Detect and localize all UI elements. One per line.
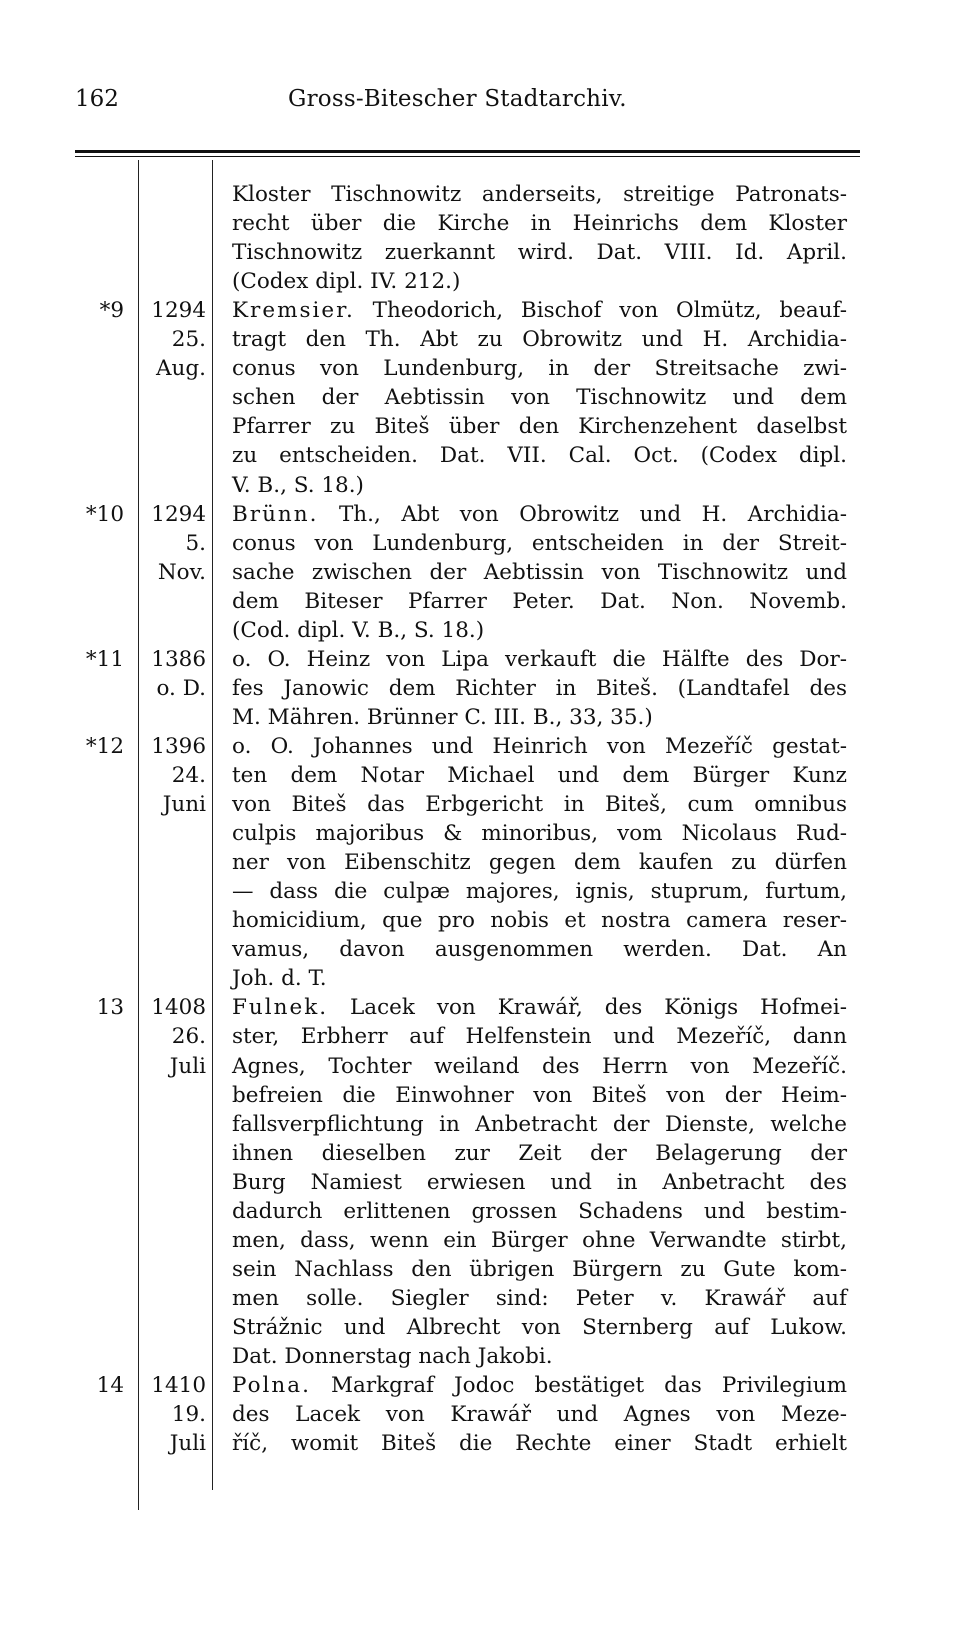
text-line: [0, 1168, 960, 1198]
entry-text-body: Burg Namiest erwiesen und in Anbetracht des: [232, 1169, 847, 1195]
entry-text-body: ihnen dieselben zur Zeit der Belagerung der: [232, 1140, 847, 1166]
text-line: [0, 1022, 960, 1052]
entry-text-body: V. B., S. 18.): [232, 472, 364, 498]
entry-text-body: Pfarrer zu Biteš über den Kirchenzehent daselbst: [232, 414, 847, 440]
text-line: [0, 1400, 960, 1430]
text-line: [0, 935, 960, 965]
entry-text: [232, 645, 847, 675]
entry-text-body: (Cod. dipl. V. B., S. 18.): [232, 617, 485, 643]
entry-text-body: fallsverpflichtung in Anbetracht der Dienste, welche: [232, 1111, 847, 1137]
text-line: [0, 209, 960, 239]
entry-text-body: conus von Lundenburg, in der Streitsache zwi-: [232, 356, 847, 382]
entry-number: *9: [99, 298, 124, 324]
text-line: [0, 848, 960, 878]
text-line: [0, 267, 960, 297]
entry-text: [232, 383, 847, 413]
text-line: [0, 645, 960, 675]
text-line: [0, 325, 960, 355]
text-line: [0, 790, 960, 820]
entry-text: [232, 354, 847, 384]
entry-text: [232, 1284, 847, 1314]
entry-text-body: sache zwischen der Aebtissin von Tischnowitz und: [232, 559, 847, 585]
text-line: [0, 180, 960, 210]
entry-date: 25.: [171, 327, 206, 353]
entry-text-body: ner von Eibenschitz gegen dem kaufen zu dürfen: [232, 850, 847, 876]
entry-text: [232, 1371, 847, 1401]
entry-text: [232, 471, 847, 501]
entry-text: [232, 703, 847, 733]
entry-text: [232, 877, 847, 907]
place-name: Fulnek.: [232, 995, 329, 1021]
entry-text-body: conus von Lundenburg, entscheiden in der Streit-: [232, 530, 847, 556]
place-name: Kremsier.: [232, 298, 355, 324]
entry-text-body: Dat. Donnerstag nach Jakobi.: [232, 1344, 553, 1369]
header-rule: [75, 150, 860, 153]
entry-text-body: men solle. Siegler sind: Peter v. Krawář auf: [232, 1285, 847, 1311]
text-line: [0, 441, 960, 471]
entry-text-body: ster, Erbherr auf Helfenstein und Mezeříč, dann: [232, 1024, 847, 1050]
entry-text-body: dem Biteser Pfarrer Peter. Dat. Non. Novemb.: [232, 588, 847, 614]
entry-text: [232, 819, 847, 849]
entry-text: [232, 993, 847, 1023]
entry-text-body: říč, womit Biteš die Rechte einer Stadt erhielt: [232, 1431, 847, 1457]
text-line: [0, 471, 960, 501]
text-line: [0, 1197, 960, 1227]
entry-text-body: ten dem Notar Michael und dem Bürger Kunz: [232, 763, 847, 788]
entry-text: [232, 1400, 847, 1430]
entry-text: [232, 732, 847, 762]
entry-text-body: schen der Aebtissin von Tischnowitz und dem: [232, 385, 847, 411]
header-rule-thin: [75, 156, 860, 157]
entry-text-body: (Codex dipl. IV. 212.): [232, 269, 461, 295]
entry-text-body: fes Janowic dem Richter in Biteš. (Landtafel des: [232, 675, 847, 701]
entry-text: [232, 616, 847, 646]
entry-text: [232, 558, 847, 588]
entry-date: 1408: [151, 995, 206, 1021]
text-line: [0, 674, 960, 704]
entry-text-body: von Biteš das Erbgericht in Biteš, cum omnibus: [232, 792, 847, 818]
entry-text: [232, 267, 847, 297]
entry-text: [232, 587, 847, 617]
entry-text: [232, 1226, 847, 1256]
place-name: Polna.: [232, 1373, 311, 1399]
entry-text: [232, 412, 847, 442]
entry-date: 1410: [151, 1373, 206, 1399]
entry-text-body: des Lacek von Krawář und Agnes von Meze-: [232, 1402, 847, 1428]
entry-text-body: men, dass, wenn ein Bürger ohne Verwandte stirbt,: [232, 1227, 847, 1253]
text-line: [0, 703, 960, 733]
text-line: [0, 529, 960, 559]
text-line: [0, 1081, 960, 1111]
entry-date: 24.: [171, 763, 206, 788]
entry-number: *10: [85, 501, 124, 527]
entry-text: [232, 848, 847, 878]
text-line: [0, 587, 960, 617]
entry-text: [232, 1022, 847, 1052]
entry-date: o. D.: [156, 675, 206, 701]
text-line: [0, 296, 960, 326]
entry-text: [232, 1429, 847, 1459]
entry-date: 5.: [185, 530, 206, 556]
entry-text-body: Strážnic und Albrecht von Sternberg auf Lukow.: [232, 1314, 847, 1340]
entry-text-body: befreien die Einwohner von Biteš von der Heim-: [232, 1082, 847, 1108]
entry-text: [232, 935, 847, 965]
entry-text: [232, 906, 847, 936]
entry-text-body: recht über die Kirche in Heinrichs dem Kloster: [232, 211, 847, 237]
text-line: [0, 964, 960, 994]
text-line: [0, 819, 960, 849]
entry-date: 1294: [151, 298, 206, 324]
text-line: [0, 877, 960, 907]
entry-text-body: M. Mähren. Brünner C. III. B., 33, 35.): [232, 704, 653, 730]
entry-text-body: Tischnowitz zuerkannt wird. Dat. VIII. Id. April.: [232, 240, 847, 266]
text-line: [0, 616, 960, 646]
entry-number: 14: [96, 1373, 124, 1399]
entry-text-body: Lacek von Krawář, des Königs Hofmei-: [328, 995, 847, 1021]
entry-text: [232, 1313, 847, 1343]
entry-text: [232, 296, 847, 326]
entry-date: 1396: [151, 733, 206, 759]
entry-number: *11: [85, 646, 124, 672]
entry-text: [232, 1197, 847, 1227]
text-line: [0, 1342, 960, 1372]
entry-text-body: Agnes, Tochter weiland des Herrn von Mezeříč.: [232, 1053, 847, 1079]
entry-text-body: o. O. Johannes und Heinrich von Mezeříč gestat-: [232, 733, 847, 759]
entry-text-body: o. O. Heinz von Lipa verkauft die Hälfte des Dor-: [232, 646, 847, 672]
entry-text: [232, 1139, 847, 1169]
entry-text: [232, 180, 847, 210]
entry-date: Juni: [162, 792, 206, 818]
text-line: [0, 1313, 960, 1343]
entry-text-body: Th., Abt von Obrowitz und H. Archidia-: [318, 501, 847, 527]
text-line: [0, 1052, 960, 1082]
entry-date: 1294: [151, 501, 206, 527]
text-line: [0, 238, 960, 268]
entry-text: [232, 1110, 847, 1140]
entry-text: [232, 761, 847, 791]
entry-text-body: zu entscheiden. Dat. VII. Cal. Oct. (Codex dipl.: [232, 443, 847, 469]
entry-text: [232, 1255, 847, 1285]
entry-text: [232, 325, 847, 355]
entry-text-body: Kloster Tischnowitz anderseits, streitige Patronats-: [232, 182, 847, 207]
text-line: [0, 993, 960, 1023]
entry-text: [232, 238, 847, 268]
entry-date: Nov.: [157, 559, 206, 585]
entry-text: [232, 1052, 847, 1082]
text-line: [0, 1255, 960, 1285]
entry-number: *12: [85, 733, 124, 759]
page-header: [75, 86, 855, 120]
entry-text-body: Theodorich, Bischof von Olmütz, beauf-: [354, 298, 847, 324]
entry-text-body: vamus, davon ausgenommen werden. Dat. An: [232, 937, 847, 963]
entry-date: Juli: [169, 1431, 206, 1457]
entry-text-body: tragt den Th. Abt zu Obrowitz und H. Archidia-: [232, 327, 847, 353]
entry-text: [232, 1168, 847, 1198]
entry-text-body: dadurch erlittenen grossen Schadens und bestim-: [232, 1198, 847, 1224]
text-line: [0, 1110, 960, 1140]
page-number: 162: [75, 86, 119, 112]
entry-text-body: culpis majoribus & minoribus, vom Nicolaus Rud-: [232, 821, 847, 847]
text-line: [0, 732, 960, 762]
entry-date: 19.: [171, 1402, 206, 1428]
running-title: Gross-Bitescher Stadtarchiv.: [288, 86, 627, 112]
text-line: [0, 412, 960, 442]
entry-date: Juli: [169, 1053, 206, 1079]
entry-text: [232, 500, 847, 530]
text-line: [0, 500, 960, 530]
entry-date: 26.: [171, 1024, 206, 1050]
entry-text: [232, 529, 847, 559]
text-line: [0, 354, 960, 384]
text-line: [0, 906, 960, 936]
text-line: [0, 1429, 960, 1459]
entry-text: [232, 964, 847, 994]
text-line: [0, 761, 960, 791]
text-line: [0, 558, 960, 588]
entry-text: [232, 790, 847, 820]
entry-text: [232, 674, 847, 704]
entry-text-body: sein Nachlass den übrigen Bürgern zu Gute kom-: [232, 1256, 847, 1282]
entry-date: 1386: [151, 646, 206, 672]
entry-text: [232, 441, 847, 471]
entry-text: [232, 209, 847, 239]
entry-date: Aug.: [156, 356, 206, 382]
entry-text-body: — dass die culpæ majores, ignis, stuprum, furtum,: [232, 879, 847, 905]
text-line: [0, 1284, 960, 1314]
entry-text-body: Markgraf Jodoc bestätiget das Privilegium: [310, 1373, 847, 1399]
place-name: Brünn.: [232, 501, 319, 527]
text-line: [0, 1139, 960, 1169]
text-line: [0, 1226, 960, 1256]
text-line: [0, 383, 960, 413]
entry-text: [232, 1342, 847, 1372]
entry-number: 13: [96, 995, 124, 1021]
text-line: [0, 1371, 960, 1401]
entry-text: [232, 1081, 847, 1111]
entry-text-body: Joh. d. T.: [232, 966, 327, 992]
entry-text-body: homicidium, que pro nobis et nostra camera reser-: [232, 908, 847, 934]
